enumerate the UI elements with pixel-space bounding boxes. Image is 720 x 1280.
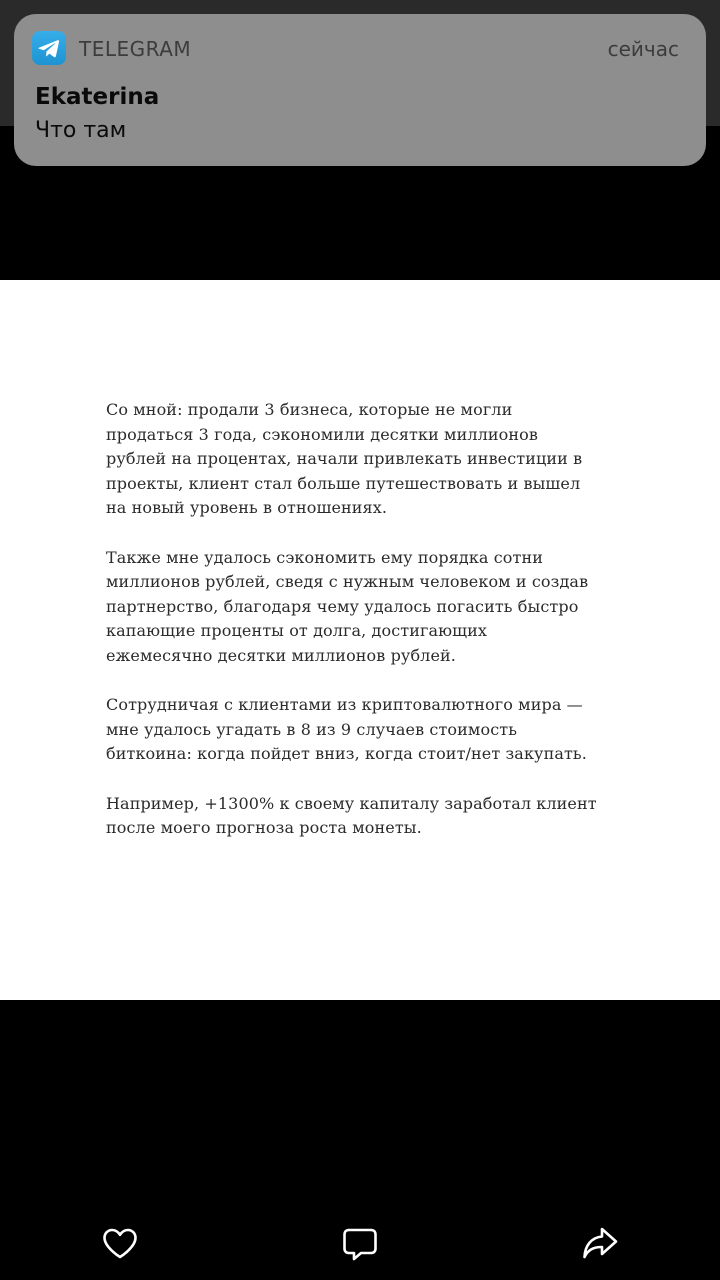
heart-icon — [100, 1224, 140, 1264]
post-paragraph: Со мной: продали 3 бизнеса, которые не могли продаться 3 года, сэкономили десятки миллионов рублей на процентах, начали привлекать инвестиции в проекты, клиент стал больше путешествовать и вышел на новый уровень в отношениях. — [106, 400, 583, 518]
notification-message: Что там — [35, 118, 127, 143]
like-button[interactable] — [100, 1224, 140, 1264]
comment-icon — [340, 1224, 380, 1264]
notification-time: сейчас — [607, 37, 679, 61]
notification-app-name: TELEGRAM — [79, 37, 192, 61]
share-icon — [580, 1224, 620, 1264]
post-paragraph: Сотрудничая с клиентами из криптовалютного мира — мне удалось угадать в 8 из 9 случаев стоимость биткоина: когда пойдет вниз, когда стоит/нет закупать. — [106, 695, 587, 764]
post-action-bar — [0, 1200, 720, 1280]
post-text-block — [106, 398, 636, 865]
telegram-icon — [32, 31, 66, 65]
comment-button[interactable] — [340, 1224, 380, 1264]
share-button[interactable] — [580, 1224, 620, 1264]
post-paragraph: Также мне удалось сэкономить ему порядка сотни миллионов рублей, сведя с нужным человеком и создав партнерство, благодаря чему удалось погасить быстро капающие проценты от долга, достигающих ежемесячно десятки миллионов рублей. — [106, 547, 589, 665]
notification-sender: Ekaterina — [35, 84, 160, 110]
post-paragraph: Например, +1300% к своему капиталу заработал клиент после моего прогноза роста монеты. — [106, 793, 597, 838]
telegram-notification-banner[interactable] — [14, 14, 706, 166]
post-image[interactable] — [0, 280, 720, 1000]
